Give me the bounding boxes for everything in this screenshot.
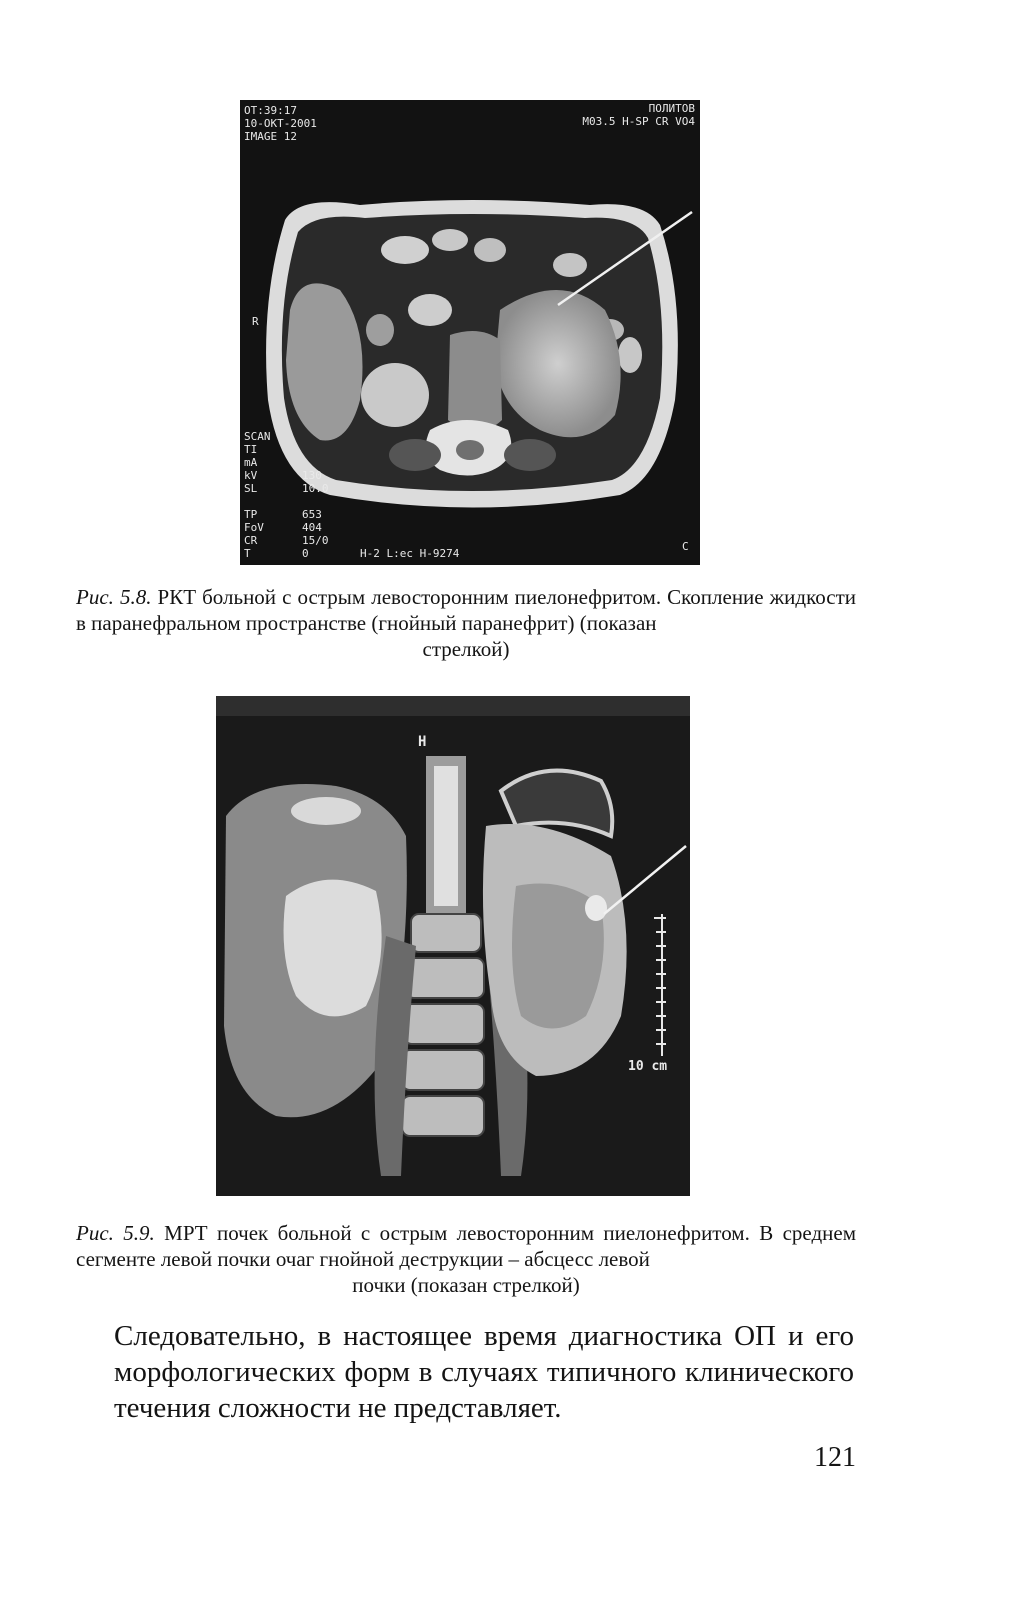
mri-marker-h: H [418, 734, 427, 750]
caption-text-end: стрелкой) [422, 637, 510, 661]
caption-text: МРТ почек больной с острым левосторонним пиелонефритом. В среднем сегменте левой почки очаг гнойной деструкции – абсцесс левой [76, 1221, 856, 1271]
ct-value-kv: 130 [302, 469, 322, 482]
caption-label: Рис. 5.9. [76, 1221, 155, 1245]
ct-value-t: 0 [302, 547, 309, 560]
caption-text: РКТ больной с острым левосторонним пиелонефритом. Скопление жидкости в паранефральном пространстве (гнойный паранефрит) (показан [76, 585, 856, 635]
mri-scale-label: 10 cm [628, 1059, 668, 1074]
body-paragraph: Следовательно, в настоящее время диагностика ОП и его морфологических форм в случаях типичного клинического течения сложности не представляет. [114, 1320, 854, 1424]
ct-param-sl: SL [244, 482, 258, 495]
ct-image [240, 100, 700, 565]
ct-value-tp: 653 [302, 508, 322, 521]
ct-param-t: T [244, 547, 251, 560]
ct-param-ma: mA [244, 456, 258, 469]
ct-overlay-series: M03.5 H-SP CR VO4 [582, 115, 695, 128]
ct-param-ti: TI [244, 443, 258, 456]
ct-overlay-line-2: 10-ОКТ-2001 [244, 117, 317, 130]
caption-label: Рис. 5.8. [76, 585, 152, 609]
ct-overlay-window: H-2 L:ec H-9274 [360, 547, 460, 560]
ct-param-kv: kV [244, 469, 258, 482]
ct-param-cr: CR [244, 534, 258, 547]
ct-value-cr: 15/0 [302, 534, 329, 547]
ct-scan-svg [240, 100, 700, 565]
ct-overlay-patient: ПОЛИТОВ [648, 102, 695, 115]
ct-side-r: R [252, 315, 259, 328]
figure-caption-5-8 [76, 584, 856, 662]
mri-image [216, 696, 690, 1196]
ct-overlay-line-3: IMAGE 12 [244, 130, 297, 143]
ct-overlay-line-1: OT:39:17 [244, 104, 297, 117]
mri-scan-svg [216, 696, 690, 1196]
ct-param-tp: TP [244, 508, 258, 521]
caption-text-end: почки (показан стрелкой) [352, 1273, 580, 1297]
page-number: 121 [814, 1442, 856, 1473]
ct-param-fov: FoV [244, 521, 264, 534]
figure-caption-5-9 [76, 1220, 856, 1298]
ct-param-scan: SCAN [244, 430, 271, 443]
ct-value-sl: 10.0 [302, 482, 329, 495]
ct-value-fov: 404 [302, 521, 322, 534]
ct-side-c: C [682, 540, 689, 553]
